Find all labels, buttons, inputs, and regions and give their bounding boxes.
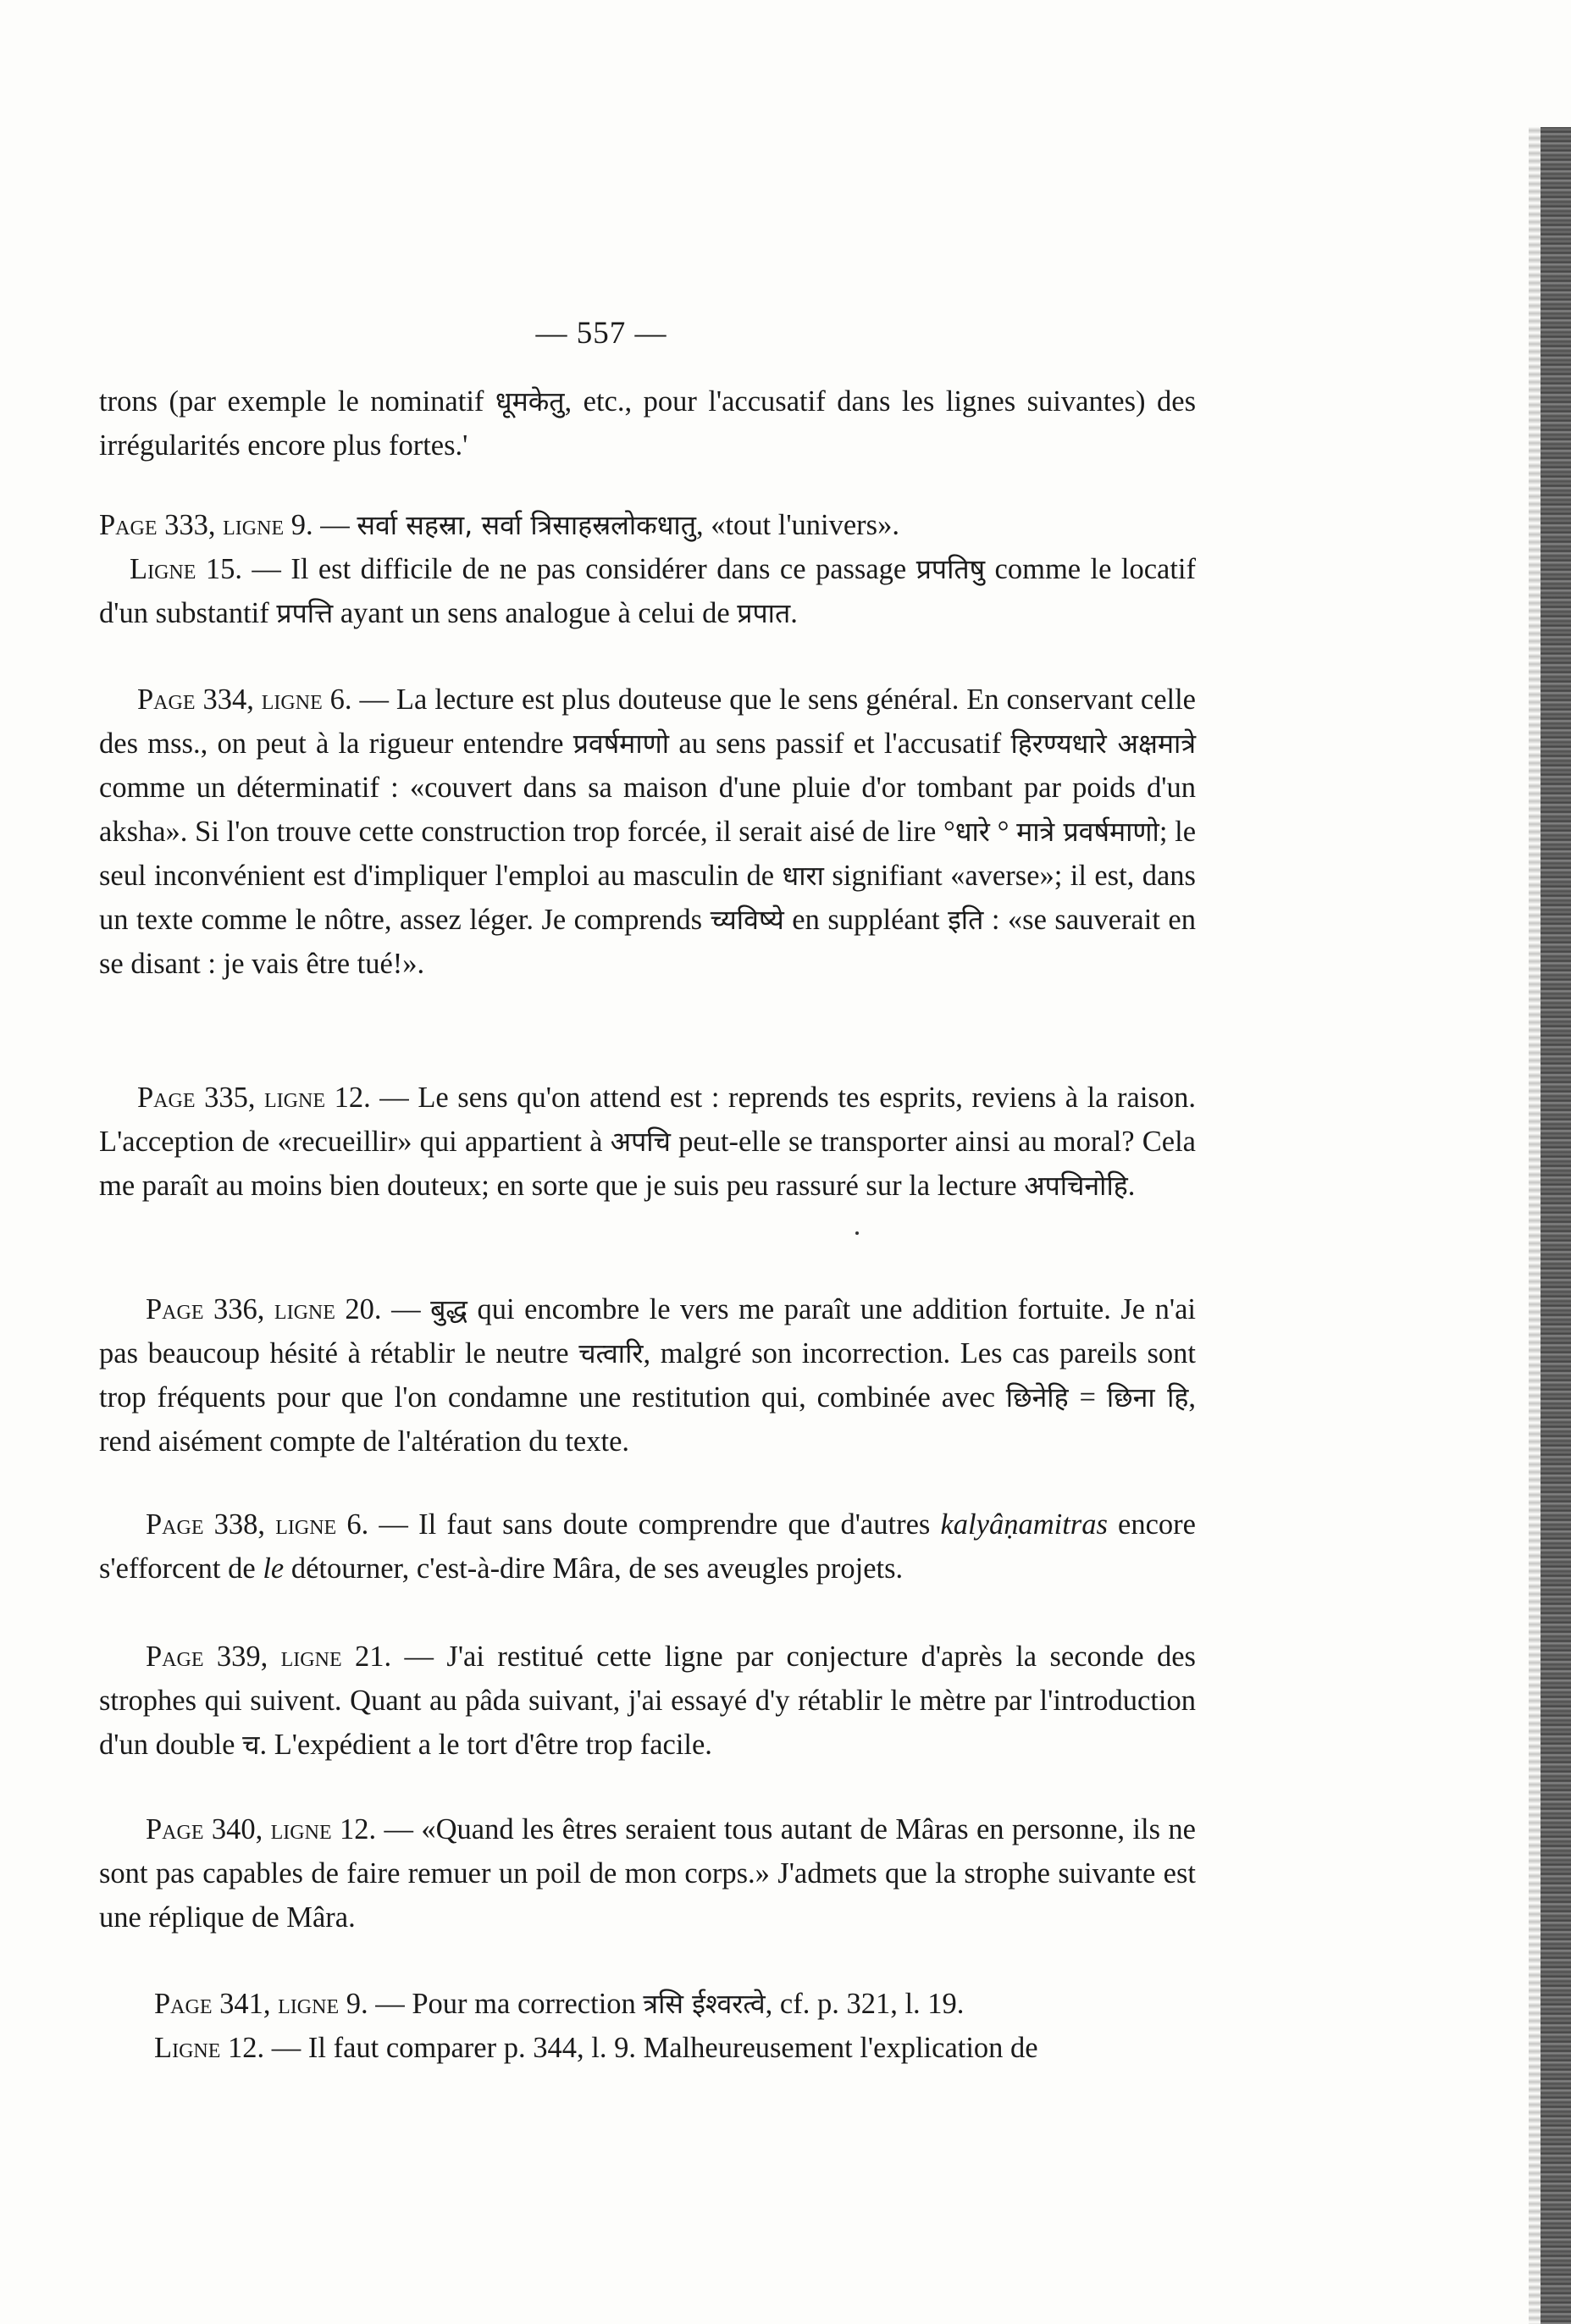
body-text xyxy=(99,379,1196,468)
text-run: ° xyxy=(989,816,1017,848)
text-run: : «se sauverait en se disant : je vais être tué!». xyxy=(99,904,1196,980)
note-block-334 xyxy=(99,678,1196,986)
devanagari-term: चत्वारि xyxy=(578,1337,644,1370)
note-block-338 xyxy=(99,1502,1196,1591)
italic-term: le xyxy=(263,1552,285,1585)
note-reference: Page 334, ligne 6. xyxy=(137,683,352,716)
page-number: — 557 — xyxy=(535,316,667,351)
devanagari-term: मात्रे प्रवर्षमाणो xyxy=(1016,816,1159,848)
devanagari-term: प्रपत्ति xyxy=(276,597,334,629)
text-run: signifiant «averse»; il est, dans un texte comme le nôtre, assez léger. Je comprends xyxy=(99,860,1196,936)
note-block-333 xyxy=(99,503,1196,635)
note-reference: Ligne 12. xyxy=(154,2032,265,2064)
devanagari-term: छिनेहि xyxy=(1005,1381,1069,1414)
note-block-336 xyxy=(99,1287,1196,1464)
text-run: qui encombre le vers me paraît une addition fortuite. Je n'ai pas beaucoup hésité à rétablir le neutre xyxy=(99,1293,1196,1370)
devanagari-term: अपचिनोहि xyxy=(1024,1170,1128,1202)
text-run: détourner, c'est-à-dire Mâra, de ses aveugles projets. xyxy=(284,1552,904,1585)
devanagari-term: सर्वा सहस्रा, सर्वा त्रिसाहस्रलोकधातु xyxy=(357,509,696,541)
devanagari-term: धूमकेतु xyxy=(495,385,565,418)
text-run: . xyxy=(790,597,798,629)
text-run: — xyxy=(313,509,357,541)
text-run: , etc., pour l'accusatif dans les lignes suivantes) des irrégularités encore plus fortes.' xyxy=(99,385,1196,462)
devanagari-term: अपचि xyxy=(610,1126,671,1158)
ink-speck xyxy=(855,1231,859,1235)
devanagari-term: हिरण्यधारे अक्षमात्रे xyxy=(1010,728,1196,760)
note-page-338 xyxy=(99,1502,1196,1591)
note-reference: Page 335, ligne 12. xyxy=(137,1082,371,1114)
text-run: — Pour ma correction xyxy=(368,1988,644,2020)
text-run: — Le sens qu'on attend est : reprends tes esprits, reviens à la raison. L'acception de «recueillir» qui appartient à xyxy=(99,1082,1196,1158)
devanagari-term: इति xyxy=(948,904,984,936)
text-run: — «Quand les êtres seraient tous autant de Mâras en personne, ils ne sont pas capables de faire remuer un poil de mon corps.» J'admets que la strophe suivante est une réplique de Mâra. xyxy=(99,1813,1196,1934)
note-page-341 xyxy=(99,1982,1196,2026)
devanagari-term: च xyxy=(242,1729,260,1761)
paragraph-continuation xyxy=(99,379,1196,468)
text-run: — Il faut comparer p. 344, l. 9. Malheureusement l'explication de xyxy=(264,2032,1038,2064)
devanagari-term: छिना हि xyxy=(1106,1381,1189,1414)
note-reference: Page 339, ligne 21. xyxy=(146,1641,392,1673)
note-block-335 xyxy=(99,1076,1196,1208)
devanagari-term: प्रपात xyxy=(737,597,791,629)
devanagari-term: च्यविष्ये xyxy=(710,904,784,936)
text-run: , cf. p. 321, l. 19. xyxy=(765,1988,965,2020)
note-ligne-12 xyxy=(99,2026,1196,2070)
note-page-333 xyxy=(99,503,1196,547)
text-run: au sens passif et l'accusatif xyxy=(669,728,1011,760)
note-reference: Page 340, ligne 12. xyxy=(146,1813,377,1845)
note-block-340 xyxy=(99,1807,1196,1939)
note-reference: Page 336, ligne 20. xyxy=(146,1293,382,1325)
devanagari-term: धारे xyxy=(954,816,990,848)
note-page-336 xyxy=(99,1287,1196,1464)
text-run: — Il est difficile de ne pas considérer dans ce passage xyxy=(241,553,916,585)
italic-term: kalyâṇamitras xyxy=(940,1508,1108,1541)
text-run: trons (par exemple le nominatif xyxy=(99,385,495,418)
text-run: = xyxy=(1068,1381,1107,1414)
note-ligne-15 xyxy=(99,547,1196,635)
text-run: ayant un sens analogue à celui de xyxy=(333,597,738,629)
note-reference: Ligne 15. xyxy=(130,553,242,585)
text-run: , rend aisément compte de l'altération du texte. xyxy=(99,1381,1196,1458)
text-run: comme un déterminatif : «couvert dans sa maison d'une pluie d'or tombant par poids d'un aksha». Si l'on trouve cette construction trop forcée, il serait aisé de lire ° xyxy=(99,772,1196,848)
devanagari-term: त्रसि ईश्वरत्वे xyxy=(643,1988,766,2020)
note-reference: Page 333, ligne 9. xyxy=(99,509,313,541)
note-page-340 xyxy=(99,1807,1196,1939)
devanagari-term: प्रवर्षमाणो xyxy=(573,728,670,760)
note-block-341 xyxy=(99,1982,1196,2070)
note-page-334 xyxy=(99,678,1196,986)
text-run: ; le seul inconvénient est d'impliquer l'emploi au masculin de xyxy=(99,816,1197,892)
note-page-335 xyxy=(99,1076,1196,1208)
devanagari-term: धारा xyxy=(782,860,824,892)
text-run: . xyxy=(1127,1170,1136,1202)
note-reference: Page 341, ligne 9. xyxy=(154,1988,368,2020)
text-run: en suppléant xyxy=(783,904,949,936)
text-run: peut-elle se transporter ainsi au moral? Cela me paraît au moins bien douteux; en sorte que je suis peu rassuré sur la lecture xyxy=(99,1126,1196,1202)
text-run: , malgré son incorrection. Les cas pareils sont trop fréquents pour que l'on condamne une restitution qui, combinée avec xyxy=(99,1337,1196,1414)
note-reference: Page 338, ligne 6. xyxy=(146,1508,369,1541)
note-page-339 xyxy=(99,1635,1196,1767)
text-run: — J'ai restitué cette ligne par conjecture d'après la seconde des strophes qui suivent. Quant au pâda suivant, j'ai essayé d'y rétablir le mètre par l'introduction d'un double xyxy=(99,1641,1196,1761)
binding-edge-decoration xyxy=(1541,127,1571,2324)
devanagari-term: बुद्ध xyxy=(430,1293,467,1325)
devanagari-term: प्रपतिषु xyxy=(915,553,986,585)
text-run: — xyxy=(381,1293,431,1325)
text-run: comme le locatif d'un substantif xyxy=(99,553,1196,629)
text-run: . L'expédient a le tort d'être trop facile. xyxy=(259,1729,712,1761)
text-run: encore s'efforcent de xyxy=(99,1508,1196,1585)
text-run: , «tout l'univers». xyxy=(695,509,899,541)
text-run: — La lecture est plus douteuse que le sens général. En conservant celle des mss., on peut à la rigueur entendre xyxy=(99,683,1196,760)
text-run: — Il faut sans doute comprendre que d'autres xyxy=(368,1508,941,1541)
note-block-339 xyxy=(99,1635,1196,1767)
